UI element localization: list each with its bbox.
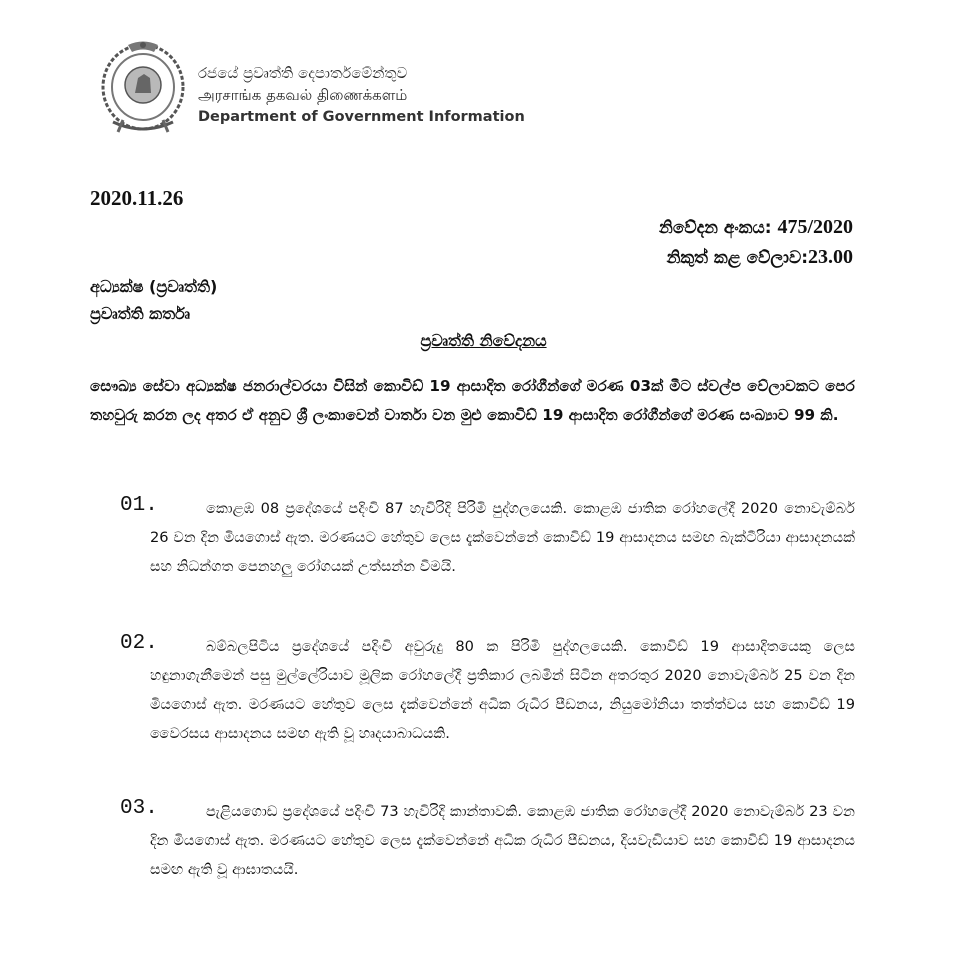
item-number: 03.	[120, 797, 158, 820]
sri-lanka-emblem-icon	[98, 40, 188, 138]
release-time	[667, 246, 853, 269]
item-text: පැළියගොඩ ප්‍රදේශයේ පදිංචි 73 හැවිරිදි කාන්තාවකි. කොළඹ ජාතික රෝහලේදී 2020 නොවැම්බර් 23 වන දින මියගොස් ඇත. මරණයට හේතුව ලෙස දැක්වෙන්නේ අධික රුධිර පීඩනය, දියවැඩියාව සහ කොවිඩ් 19 ආසාදනය සමඟ ඇති වූ ආඝාතයයි.	[150, 803, 855, 878]
release-number-value: 475/2020	[777, 216, 853, 238]
lead-paragraph: සෞඛ්‍ය සේවා අධ්‍යක්ෂ ජනරාල්වරයා විසින් කොවිඩ් 19 ආසාදිත රෝගීන්ගේ මරණ 03ක් මීට ස්වල්ප වේලාවකට පෙර තහවුරු කරන ලද අතර ඒ අනුව ශ්‍රී ලංකාවෙන් වාර්තා වන මුළු කොවිඩ් 19 ආසාදිත රෝගීන්ගේ මරණ සංඛ්‍යාව 99 කි.	[90, 377, 855, 424]
from-line-2: ප්‍රවෘත්ති කර්තෘ	[90, 304, 191, 323]
release-number	[659, 216, 853, 239]
letterhead	[98, 40, 525, 140]
release-date: 2020.11.26	[90, 186, 184, 210]
document-title: ප්‍රවෘත්ති නිවේදනය	[420, 331, 547, 350]
list-item	[120, 632, 855, 748]
release-time-label: නිකුත් කළ වේලාව:	[666, 248, 808, 268]
list-item	[120, 494, 855, 581]
letterhead-sinhala: රජයේ ප්‍රවෘත්ති දෙපාර්තමේන්තුව	[198, 64, 408, 82]
release-number-label: නිවේදන අංකය:	[659, 218, 778, 238]
item-number: 02.	[120, 632, 158, 655]
item-number: 01.	[120, 494, 158, 517]
list-item	[120, 797, 855, 884]
letterhead-english: Department of Government Information	[198, 109, 525, 125]
from-line-1: අධ්‍යක්ෂ (ප්‍රවෘත්ති)	[90, 277, 218, 296]
release-time-value: 23.00	[808, 246, 853, 268]
item-text: බම්බලපිටිය ප්‍රදේශයේ පදිංචි අවුරුදු 80 ක පිරිමි පුද්ගලයෙකි. කොවිඩ් 19 ආසාදිතයෙකු ලෙස හඳුනාගැනීමෙන් පසු මුල්ලේරියාව මූලික රෝහලේදී ප්‍රතිකාර ලබමින් සිටින අතරතුර 2020 නොවැම්බර් 25 වන දින මියගොස් ඇත. මරණයට හේතුව ලෙස දැක්වෙන්නේ අධික රුධිර පීඩනය, නියුමෝනියා තත්ත්වය සහ කොවිඩ් 19 වෛරසය ආසාදනය සමඟ ඇති වූ හෘදයාබාධයකි.	[150, 638, 855, 742]
item-text: කොළඹ 08 ප්‍රදේශයේ පදිංචි 87 හැවිරිදි පිරිමි පුද්ගලයෙකි. කොළඹ ජාතික රෝහලේදී 2020 නොවැම්බර් 26 වන දින මියගොස් ඇත. මරණයට හේතුව ලෙස දැක්වෙන්නේ කොවිඩ් 19 ආසාදනය සමඟ බැක්ටීරියා ආසාදනයක් සහ නිධන්ගත පෙනහලු රෝගයක් උත්සන්න වීමයි.	[150, 500, 855, 575]
letterhead-tamil: அரசாங்க தகவல் திணைக்களம்	[198, 86, 408, 104]
